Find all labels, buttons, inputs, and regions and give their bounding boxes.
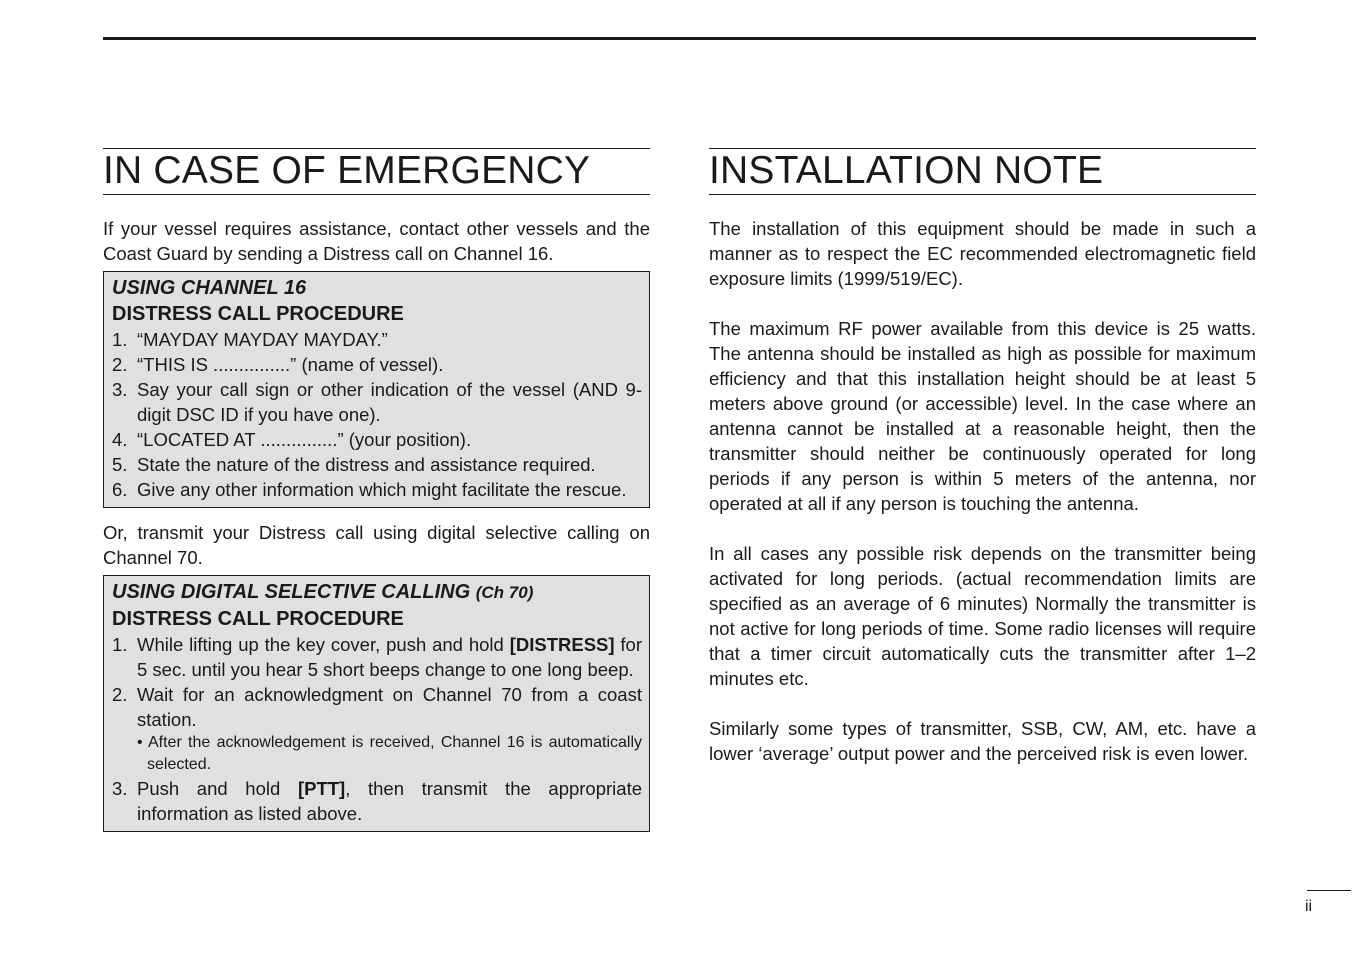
dsc-procedure-box [103,575,650,832]
list-item: 1. “MAYDAY MAYDAY MAYDAY.” [112,329,388,350]
channel16-procedure-box [103,271,650,508]
list-item: 3. Say your call sign or other indication of the vessel (AND 9-digit DSC ID if you have one). [112,379,642,425]
installation-paragraph: In all cases any possible risk depends on the transmitter being activated for long periods. (actual recommendation limits are specified as an average of 6 minutes) Normally the transmitter is not active for long periods of time. Some radio licenses will require that a timer circuit automatically cuts the transmitter after 1–2 minutes etc. [709,543,1256,689]
list-item: 4. “LOCATED AT ...............” (your position). [112,429,472,450]
distress-key-label: [DISTRESS] [509,634,615,655]
installation-heading: INSTALLATION NOTE [709,148,1256,195]
list-item: 3. Push and hold [PTT], then transmit the appropriate information as listed above. [112,778,642,824]
installation-paragraph: Similarly some types of transmitter, SSB, CW, AM, etc. have a lower ‘average’ output power and the perceived risk is even lower. [709,718,1256,764]
acknowledgement-note: • After the acknowledgement is received, Channel 16 is automatically selected. [137,734,642,773]
installation-paragraph: The installation of this equipment should be made in such a manner as to respect the EC recommended electromagnetic field exposure limits (1999/519/EC). [709,218,1256,289]
dsc-title: DISTRESS CALL PROCEDURE [112,608,404,630]
list-item: 5. State the nature of the distress and assistance required. [112,454,596,475]
top-rule [103,37,1256,40]
page-number-rule [1307,890,1351,891]
installation-column [709,148,1256,766]
dsc-subtitle: USING DIGITAL SELECTIVE CALLING (Ch 70) [112,581,534,603]
dsc-intro: Or, transmit your Distress call using digital selective calling on Channel 70. [103,522,650,568]
emergency-heading: IN CASE OF EMERGENCY [103,148,650,195]
dsc-channel-label: (Ch 70) [475,583,534,602]
list-item: 6. Give any other information which might facilitate the rescue. [112,479,627,500]
ptt-key-label: [PTT] [297,778,346,799]
list-item: 2. Wait for an acknowledgment on Channel 70 from a coast station. • After the acknowledgement is received, Channel 16 is automatically selected. [112,682,642,776]
emergency-column [103,148,650,832]
page-number: ii [1305,898,1313,915]
installation-paragraph: The maximum RF power available from this device is 25 watts. The antenna should be installed as high as possible for maximum efficiency and that this installation height should be at least 5 meters above ground (or accessible) level. In the case where an antenna cannot be installed at a reasonable height, then the transmitter should neither be continuously operated for long periods if any person is within 5 meters of the antenna, nor operated at all if any person is touching the antenna. [709,318,1256,514]
channel16-title: DISTRESS CALL PROCEDURE [112,303,404,325]
channel16-steps [112,327,642,502]
list-item: 2. “THIS IS ...............” (name of vessel). [112,354,444,375]
emergency-intro: If your vessel requires assistance, contact other vessels and the Coast Guard by sending a Distress call on Channel 16. [103,218,650,264]
channel16-subtitle: USING CHANNEL 16 [112,277,307,299]
list-item: 1. While lifting up the key cover, push and hold [DISTRESS] for 5 sec. until you hear 5 short beeps change to one long beep. [112,634,643,680]
dsc-steps [112,632,642,826]
